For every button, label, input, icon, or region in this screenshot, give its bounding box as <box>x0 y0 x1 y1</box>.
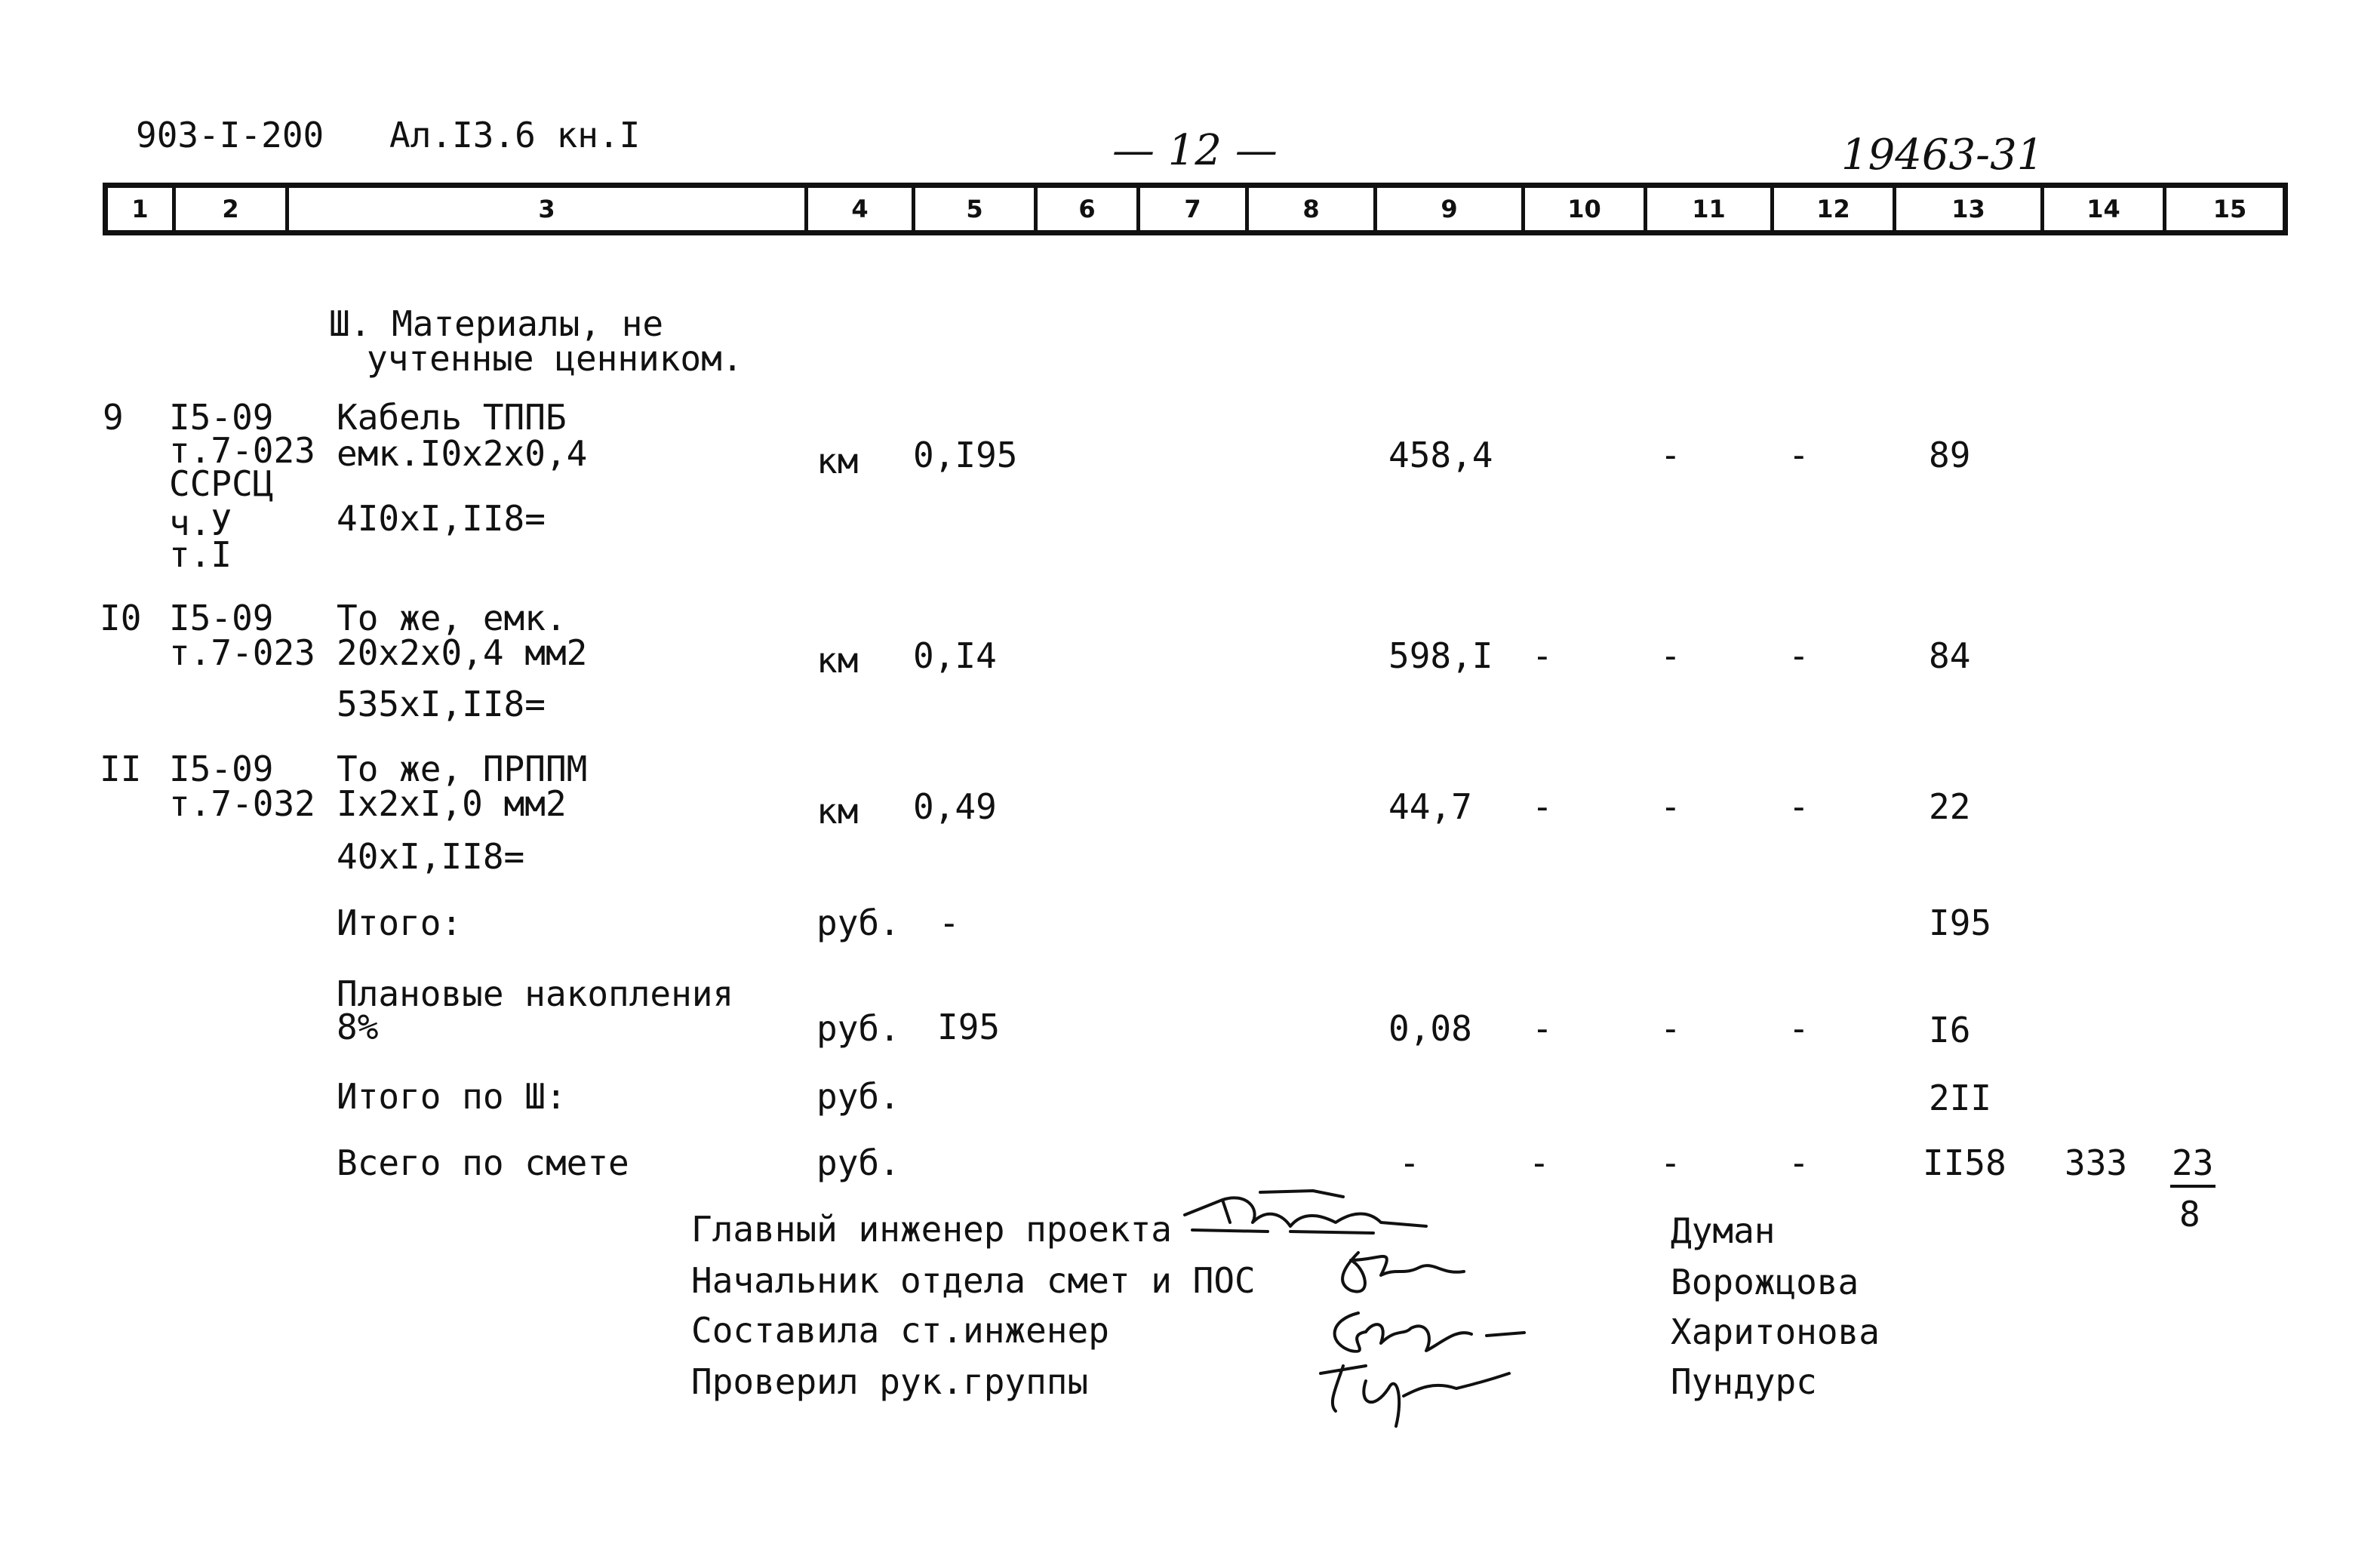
column-number: 12 <box>1774 188 1896 230</box>
row-10-code: I5-09 <box>169 598 274 638</box>
column-number: 7 <box>1140 188 1249 230</box>
row-9-col12: - <box>1788 435 1810 475</box>
row-11-code: т.7-032 <box>169 783 315 824</box>
planned-savings-rate: 0,08 <box>1388 1008 1472 1049</box>
row-9-code: ССРСЦ <box>169 463 274 504</box>
row-11-col11: - <box>1660 786 1681 827</box>
signature-role: Начальник отдела смет и ПОС <box>691 1260 1256 1301</box>
section-title-line1: Ш. Материалы, не <box>329 303 664 344</box>
grand-total-unit: руб. <box>816 1142 900 1183</box>
grand-total-label: Всего по смете <box>337 1142 629 1183</box>
row-11-qty: 0,49 <box>913 786 997 827</box>
row-9-col11: - <box>1660 435 1681 475</box>
row-10-name: 20x2x0,4 мм2 <box>337 632 588 673</box>
column-number: 2 <box>176 188 289 230</box>
signature-name: Думан <box>1671 1210 1776 1251</box>
planned-savings-col11: - <box>1660 1008 1681 1049</box>
row-11-price: 44,7 <box>1388 786 1472 827</box>
subtotal-unit: руб. <box>816 902 900 943</box>
signature-scribble-2 <box>1328 1238 1502 1305</box>
column-number: 1 <box>108 188 176 230</box>
row-11-calc: 40xI,II8= <box>337 836 525 877</box>
row-9-code: т.I <box>169 534 232 575</box>
row-9-total: 89 <box>1929 435 1971 475</box>
grand-total-col9: - <box>1399 1142 1420 1183</box>
row-9-code: ч.У <box>169 503 232 543</box>
grand-total-total: II58 <box>1923 1142 2006 1183</box>
section-total-unit: руб. <box>816 1076 900 1117</box>
section-total-total: 2II <box>1929 1078 1992 1118</box>
signature-name: Ворожцова <box>1671 1262 1859 1302</box>
inventory-number: 19463-31 <box>1841 131 2044 180</box>
signature-name: Пундурс <box>1671 1361 1817 1402</box>
row-9-name: емк.I0x2x0,4 <box>337 433 588 474</box>
planned-savings-total: I6 <box>1929 1010 1971 1050</box>
signature-role: Составила ст.инженер <box>691 1310 1109 1351</box>
planned-savings-col10: - <box>1532 1008 1553 1049</box>
row-10-col10: - <box>1532 635 1553 676</box>
column-number: 9 <box>1377 188 1525 230</box>
subtotal-qty: - <box>939 902 960 943</box>
album-reference: Ал.I3.6 кн.I <box>389 115 641 155</box>
row-9-number: 9 <box>103 397 124 438</box>
row-9-calc: 4I0xI,II8= <box>337 498 546 539</box>
document-code: 903-I-200 <box>136 115 324 155</box>
column-number: 13 <box>1896 188 2044 230</box>
planned-savings-base: I95 <box>937 1007 1001 1047</box>
row-9-code: I5-09 <box>169 397 274 438</box>
signature-role: Главный инженер проекта <box>691 1209 1172 1250</box>
grand-total-col11: - <box>1660 1142 1681 1183</box>
column-number: 4 <box>808 188 915 230</box>
column-number: 8 <box>1249 188 1377 230</box>
row-9-name: Кабель ТППБ <box>337 397 567 438</box>
column-number: 11 <box>1647 188 1774 230</box>
column-number-strip <box>103 183 2288 235</box>
fraction-bar <box>2170 1185 2215 1188</box>
grand-total-col15-bottom: 8 <box>2179 1194 2200 1235</box>
planned-savings-unit: руб. <box>816 1008 900 1049</box>
column-number: 10 <box>1525 188 1647 230</box>
page-number: — 12 — <box>1112 126 1278 175</box>
signature-name: Харитонова <box>1671 1311 1880 1352</box>
row-10-price: 598,I <box>1388 635 1493 676</box>
row-11-code: I5-09 <box>169 749 274 789</box>
planned-savings-col12: - <box>1788 1008 1810 1049</box>
column-number: 5 <box>915 188 1038 230</box>
row-10-calc: 535xI,II8= <box>337 684 546 724</box>
row-9-price: 458,4 <box>1388 435 1493 475</box>
subtotal-label: Итого: <box>337 902 463 943</box>
column-number: 6 <box>1038 188 1140 230</box>
row-10-code: т.7-023 <box>169 632 315 673</box>
grand-total-col12: - <box>1788 1142 1810 1183</box>
row-11-total: 22 <box>1929 786 1971 827</box>
grand-total-col14: 333 <box>2065 1142 2128 1183</box>
row-10-col12: - <box>1788 635 1810 676</box>
row-10-total: 84 <box>1929 635 1971 676</box>
signature-scribble-4 <box>1305 1351 1532 1441</box>
signature-role: Проверил рук.группы <box>691 1361 1089 1402</box>
subtotal-total: I95 <box>1929 902 1992 943</box>
row-9-unit: км <box>816 441 859 481</box>
section-total-label: Итого по Ш: <box>337 1076 567 1117</box>
row-10-col11: - <box>1660 635 1681 676</box>
row-11-unit: км <box>816 791 859 832</box>
row-11-name: Ix2xI,0 мм2 <box>337 783 567 824</box>
row-11-number: II <box>100 749 142 789</box>
row-10-unit: км <box>816 640 859 681</box>
row-9-qty: 0,I95 <box>913 435 1018 475</box>
row-10-number: I0 <box>100 598 142 638</box>
planned-savings-label: Плановые накопления <box>337 973 734 1014</box>
row-11-col10: - <box>1532 786 1553 827</box>
row-11-name: То же, ПРППМ <box>337 749 588 789</box>
row-11-col12: - <box>1788 786 1810 827</box>
column-number: 15 <box>2212 195 2247 223</box>
column-number: 14 <box>2044 188 2166 230</box>
section-title-line2: учтенные ценником. <box>367 338 743 379</box>
row-10-qty: 0,I4 <box>913 635 997 676</box>
planned-savings-percent: 8% <box>337 1007 379 1047</box>
grand-total-col15-top: 23 <box>2172 1142 2214 1183</box>
row-9-code: т.7-023 <box>169 430 315 471</box>
column-number: 3 <box>289 188 808 230</box>
row-10-name: То же, емк. <box>337 598 567 638</box>
grand-total-col10: - <box>1529 1142 1550 1183</box>
